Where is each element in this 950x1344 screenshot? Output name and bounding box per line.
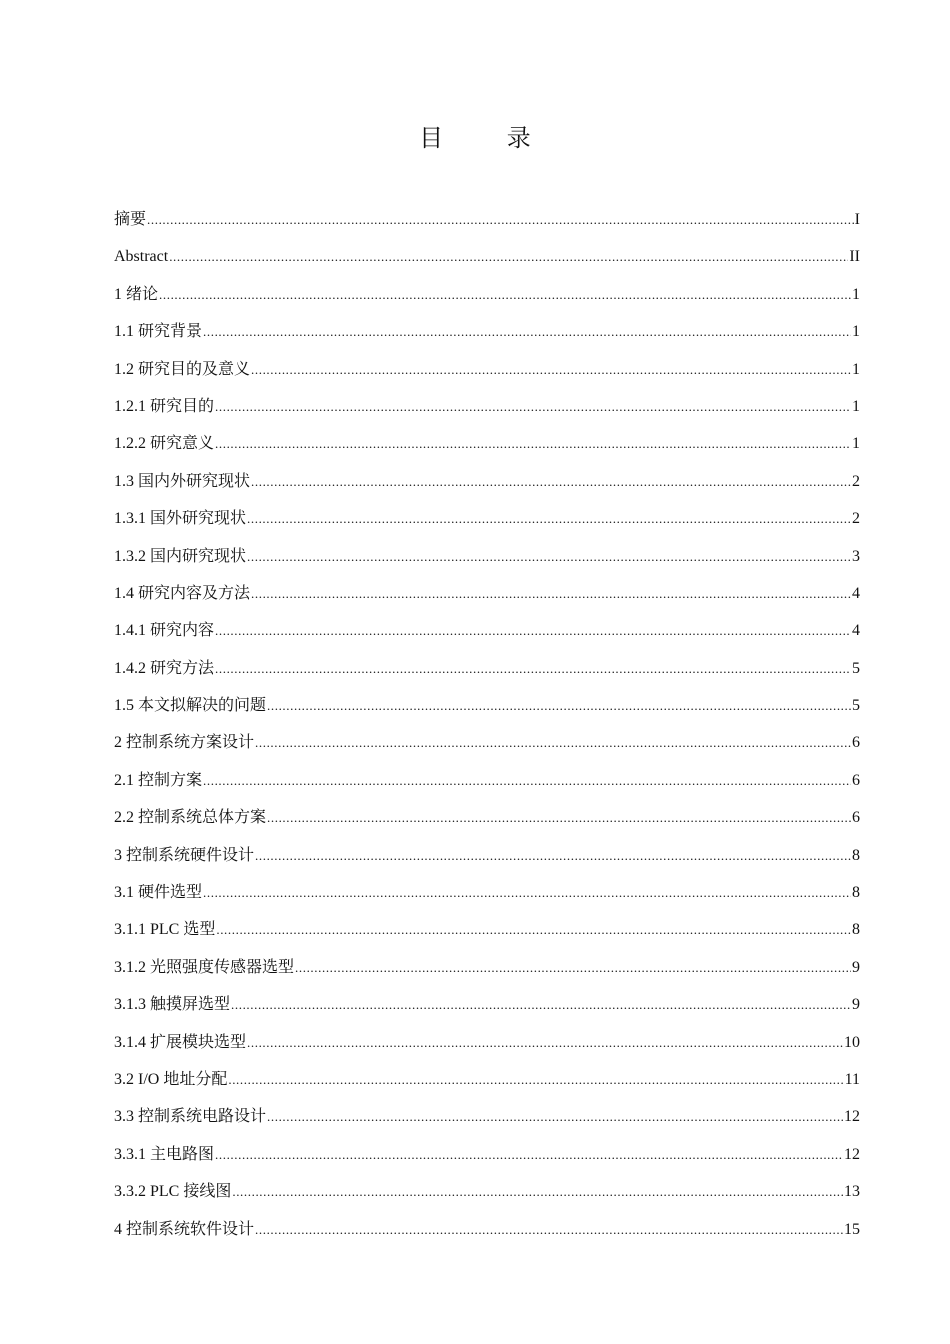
toc-entry-label: 1.1 研究背景 — [114, 323, 203, 341]
toc-entry[interactable] — [114, 918, 860, 955]
toc-entry-label: 3.1.2 光照强度传感器选型 — [114, 958, 295, 976]
toc-entry-page-number: 1 — [852, 285, 860, 303]
toc-entry[interactable] — [114, 619, 860, 656]
toc-entry-page-number: 1 — [852, 323, 860, 341]
toc-entry-label: 3.3.2 PLC 接线图 — [114, 1183, 232, 1201]
toc-dot-leader — [267, 806, 851, 830]
toc-dot-leader — [203, 320, 851, 344]
toc-entry-page-number: 9 — [852, 996, 860, 1014]
toc-entry-label: 1.2.2 研究意义 — [114, 435, 215, 453]
toc-entry[interactable] — [114, 470, 860, 507]
toc-dot-leader — [203, 769, 851, 793]
toc-entry-label: 1.4.2 研究方法 — [114, 659, 215, 677]
toc-dot-leader — [159, 283, 851, 307]
toc-entry-page-number: 6 — [852, 809, 860, 827]
toc-dot-leader — [255, 731, 851, 755]
toc-entry[interactable] — [114, 358, 860, 395]
toc-entry-label: 3.1.1 PLC 选型 — [114, 921, 216, 939]
toc-entry-label: 1.4.1 研究内容 — [114, 622, 215, 640]
toc-entry-page-number: 2 — [852, 510, 860, 528]
toc-dot-leader — [215, 657, 851, 681]
toc-entry[interactable] — [114, 694, 860, 731]
toc-entry-page-number: 6 — [852, 771, 860, 789]
toc-entry[interactable] — [114, 1031, 860, 1068]
toc-entry-label: 3.1 硬件选型 — [114, 884, 203, 902]
toc-entry[interactable] — [114, 1105, 860, 1142]
toc-entry[interactable] — [114, 245, 860, 282]
toc-dot-leader — [147, 208, 854, 232]
toc-title: 目 录 — [419, 124, 559, 152]
toc-entry-label: 1.2.1 研究目的 — [114, 397, 215, 415]
toc-entry[interactable] — [114, 993, 860, 1030]
toc-dot-leader — [215, 619, 851, 643]
toc-entry[interactable] — [114, 1218, 860, 1255]
toc-entry-label: Abstract — [114, 248, 169, 266]
toc-dot-leader — [169, 245, 848, 269]
toc-entry-page-number: 9 — [852, 958, 860, 976]
toc-entry-page-number: II — [849, 248, 860, 266]
toc-entry-page-number: 1 — [852, 360, 860, 378]
toc-dot-leader — [251, 358, 851, 382]
toc-dot-leader — [215, 395, 851, 419]
toc-entry[interactable] — [114, 283, 860, 320]
toc-entry-label: 摘要 — [114, 211, 147, 228]
toc-dot-leader — [216, 918, 851, 942]
toc-entry-page-number: 4 — [852, 622, 860, 640]
toc-dot-leader — [232, 1180, 843, 1204]
toc-entry-page-number: 8 — [852, 921, 860, 939]
toc-entry-page-number: 2 — [852, 472, 860, 490]
toc-entry-page-number: 3 — [852, 547, 860, 565]
toc-entry-page-number: 15 — [844, 1220, 860, 1238]
toc-entry[interactable] — [114, 507, 860, 544]
toc-entry[interactable] — [114, 657, 860, 694]
toc-entry-page-number: 11 — [844, 1070, 860, 1088]
toc-entry-label: 3.3 控制系统电路设计 — [114, 1108, 267, 1126]
toc-list — [114, 208, 860, 1255]
toc-entry-label: 1.4 研究内容及方法 — [114, 584, 251, 602]
toc-entry-label: 2.2 控制系统总体方案 — [114, 809, 267, 827]
toc-entry-page-number: 12 — [844, 1145, 860, 1163]
toc-entry-label: 1.3.2 国内研究现状 — [114, 547, 247, 565]
toc-dot-leader — [231, 993, 851, 1017]
toc-entry[interactable] — [114, 320, 860, 357]
toc-entry[interactable] — [114, 582, 860, 619]
toc-entry-label: 4 控制系统软件设计 — [114, 1220, 255, 1238]
toc-entry-page-number: 8 — [852, 884, 860, 902]
toc-entry-label: 3.1.4 扩展模块选型 — [114, 1033, 247, 1051]
toc-entry[interactable] — [114, 956, 860, 993]
toc-entry[interactable] — [114, 395, 860, 432]
toc-dot-leader — [267, 1105, 843, 1129]
toc-entry[interactable] — [114, 1180, 860, 1217]
toc-entry-page-number: 12 — [844, 1108, 860, 1126]
toc-entry-label: 1.2 研究目的及意义 — [114, 360, 251, 378]
toc-dot-leader — [247, 1031, 843, 1055]
toc-entry[interactable] — [114, 208, 860, 245]
toc-entry-label: 3.3.1 主电路图 — [114, 1145, 215, 1163]
toc-dot-leader — [247, 507, 851, 531]
toc-dot-leader — [251, 582, 851, 606]
toc-entry[interactable] — [114, 545, 860, 582]
toc-entry-page-number: 1 — [852, 397, 860, 415]
toc-entry-label: 1.3 国内外研究现状 — [114, 472, 251, 490]
toc-entry[interactable] — [114, 731, 860, 768]
toc-entry-page-number: I — [854, 211, 860, 228]
toc-entry[interactable] — [114, 1068, 860, 1105]
toc-dot-leader — [247, 545, 851, 569]
toc-entry-page-number: 8 — [852, 846, 860, 864]
toc-entry[interactable] — [114, 806, 860, 843]
toc-entry-label: 1 绪论 — [114, 285, 159, 303]
toc-dot-leader — [251, 470, 851, 494]
toc-entry-label: 3 控制系统硬件设计 — [114, 846, 255, 864]
toc-dot-leader — [228, 1068, 843, 1092]
toc-dot-leader — [255, 1218, 843, 1242]
toc-entry-page-number: 4 — [852, 584, 860, 602]
toc-entry-page-number: 5 — [852, 659, 860, 677]
toc-dot-leader — [255, 844, 851, 868]
toc-entry-page-number: 6 — [852, 734, 860, 752]
toc-entry-label: 3.2 I/O 地址分配 — [114, 1070, 228, 1088]
toc-dot-leader — [295, 956, 851, 980]
toc-entry-label: 2 控制系统方案设计 — [114, 734, 255, 752]
toc-entry-label: 3.1.3 触摸屏选型 — [114, 996, 231, 1014]
toc-dot-leader — [215, 432, 851, 456]
toc-entry-page-number: 10 — [844, 1033, 860, 1051]
toc-entry[interactable] — [114, 881, 860, 918]
toc-dot-leader — [215, 1143, 843, 1167]
toc-entry[interactable] — [114, 844, 860, 881]
toc-entry-label: 2.1 控制方案 — [114, 771, 203, 789]
toc-dot-leader — [203, 881, 851, 905]
toc-entry[interactable] — [114, 769, 860, 806]
toc-dot-leader — [267, 694, 851, 718]
toc-entry-page-number: 13 — [844, 1183, 860, 1201]
toc-entry[interactable] — [114, 1143, 860, 1180]
toc-entry-page-number: 1 — [852, 435, 860, 453]
toc-entry[interactable] — [114, 432, 860, 469]
toc-entry-label: 1.3.1 国外研究现状 — [114, 510, 247, 528]
toc-entry-label: 1.5 本文拟解决的问题 — [114, 697, 267, 715]
toc-entry-page-number: 5 — [852, 697, 860, 715]
